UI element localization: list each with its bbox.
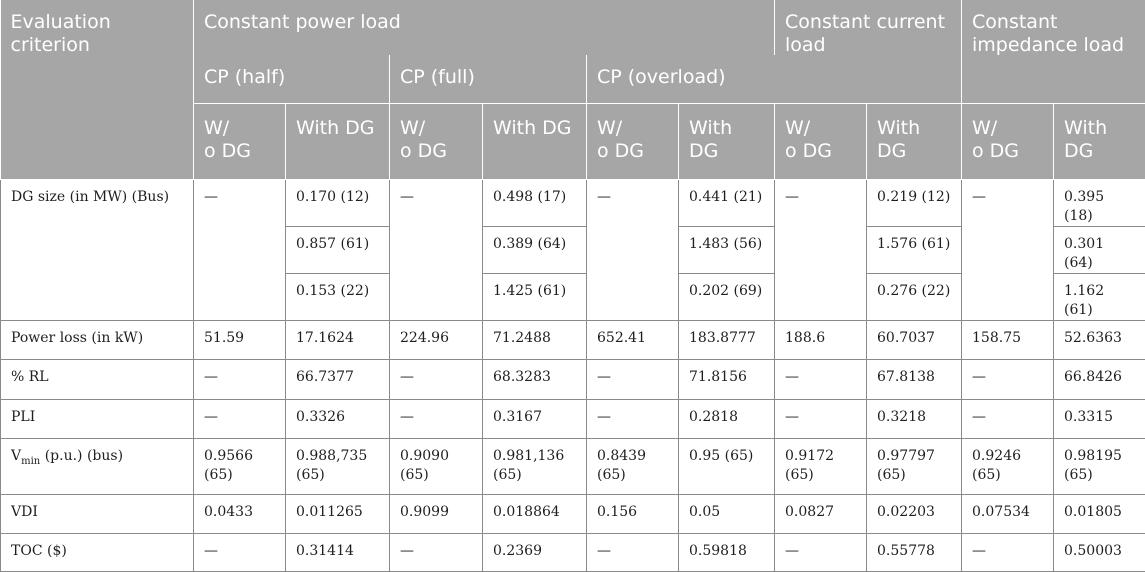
table-cell: 0.9246 (65) [962, 439, 1054, 495]
table-cell: — [962, 400, 1054, 439]
table-cell: 0.389 (64) [483, 227, 587, 274]
table-cell: 0.276 (22) [867, 274, 962, 321]
table-row [1, 400, 1145, 439]
table-cell: — [194, 360, 286, 400]
table-cell: 0.31414 [286, 534, 390, 572]
table-cell: 158.75 [962, 321, 1054, 360]
table-cell: 67.8138 [867, 360, 962, 400]
header-wo-dg: W/ o DG [587, 104, 679, 180]
table-cell: 1.483 (56) [679, 227, 775, 274]
header-constant-power-load: Constant power load [194, 0, 775, 55]
header-with-dg: With DG [286, 104, 390, 180]
header-evaluation-criterion: Evaluation criterion [1, 0, 194, 180]
table-cell: — [775, 180, 867, 321]
row-label-rl: % RL [1, 360, 194, 400]
table-cell: 0.018864 [483, 495, 587, 534]
table-cell: 0.3326 [286, 400, 390, 439]
header-wo-dg: W/ o DG [962, 104, 1054, 180]
table-cell: 0.301 (64) [1054, 227, 1145, 274]
table-cell: 0.9090 (65) [390, 439, 483, 495]
table-cell: 52.6363 [1054, 321, 1145, 360]
header-cp-half: CP (half) [194, 55, 390, 104]
table-cell: 0.0827 [775, 495, 867, 534]
table-cell: 0.98195 (65) [1054, 439, 1145, 495]
table-cell: 0.9099 [390, 495, 483, 534]
header-constant-impedance-load: Constant impedance load [962, 0, 1145, 104]
table-cell: — [194, 180, 286, 321]
table-cell: 17.1624 [286, 321, 390, 360]
row-label-dg-size: DG size (in MW) (Bus) [1, 180, 194, 321]
table-cell: — [775, 360, 867, 400]
table-cell: 1.162 (61) [1054, 274, 1145, 321]
table-row [1, 321, 1145, 360]
table-cell: — [587, 534, 679, 572]
table-cell: 0.95 (65) [679, 439, 775, 495]
table-cell: 0.170 (12) [286, 180, 390, 227]
table-cell: — [390, 534, 483, 572]
table-cell: 0.857 (61) [286, 227, 390, 274]
table-cell: 0.05 [679, 495, 775, 534]
header-with-dg: With DG [483, 104, 587, 180]
table-cell: 68.3283 [483, 360, 587, 400]
table-cell: 183.8777 [679, 321, 775, 360]
table-cell: — [194, 400, 286, 439]
table-cell: — [390, 400, 483, 439]
vmin-symbol: V [11, 448, 21, 464]
table-row [1, 360, 1145, 400]
table-row [1, 439, 1145, 495]
row-label-vdi: VDI [1, 495, 194, 534]
table-cell: 0.498 (17) [483, 180, 587, 227]
table-cell: 0.011265 [286, 495, 390, 534]
table-cell: 51.59 [194, 321, 286, 360]
table-cell: 0.8439 (65) [587, 439, 679, 495]
vmin-subscript: min [21, 456, 40, 467]
table-cell: 0.97797 (65) [867, 439, 962, 495]
header-with-dg: With DG [1054, 104, 1145, 180]
table-cell: 0.395 (18) [1054, 180, 1145, 227]
header-constant-current-load: Constant current load [775, 0, 962, 104]
header-wo-dg: W/ o DG [194, 104, 286, 180]
table-cell: 66.7377 [286, 360, 390, 400]
table-cell: 0.202 (69) [679, 274, 775, 321]
table-cell: 71.2488 [483, 321, 587, 360]
table-cell: 0.9172 (65) [775, 439, 867, 495]
table-cell: 0.50003 [1054, 534, 1145, 572]
table-cell: — [587, 180, 679, 321]
table-row [1, 534, 1145, 572]
vmin-unit: (p.u.) (bus) [40, 448, 123, 464]
table-row [1, 495, 1145, 534]
table-cell: 0.219 (12) [867, 180, 962, 227]
table-cell: 0.01805 [1054, 495, 1145, 534]
table-cell: — [587, 400, 679, 439]
table-cell: 0.02203 [867, 495, 962, 534]
table-cell: 0.9566 (65) [194, 439, 286, 495]
table-cell: 0.156 [587, 495, 679, 534]
table-cell: 224.96 [390, 321, 483, 360]
table-row [1, 180, 1145, 227]
table-cell: 0.3218 [867, 400, 962, 439]
table-cell: — [390, 360, 483, 400]
table-cell: 0.59818 [679, 534, 775, 572]
row-label-vmin [1, 439, 194, 495]
header-cp-overload: CP (overload) [587, 55, 775, 104]
table-cell: 0.441 (21) [679, 180, 775, 227]
table-cell: 0.153 (22) [286, 274, 390, 321]
table-cell: 1.425 (61) [483, 274, 587, 321]
table-cell: 188.6 [775, 321, 867, 360]
table-cell: 0.2369 [483, 534, 587, 572]
table-cell: 60.7037 [867, 321, 962, 360]
header-wo-dg: W/ o DG [775, 104, 867, 180]
table-cell: 0.3167 [483, 400, 587, 439]
table-cell: — [962, 180, 1054, 321]
header-wo-dg: W/ o DG [390, 104, 483, 180]
table-cell: 0.07534 [962, 495, 1054, 534]
table-cell: — [390, 180, 483, 321]
table-cell: 0.988,735 (65) [286, 439, 390, 495]
table-cell: — [775, 400, 867, 439]
row-label-pli: PLI [1, 400, 194, 439]
table-cell: — [962, 360, 1054, 400]
table-cell: 0.981,136 (65) [483, 439, 587, 495]
table-cell: 66.8426 [1054, 360, 1145, 400]
row-label-power-loss: Power loss (in kW) [1, 321, 194, 360]
table-cell: 0.55778 [867, 534, 962, 572]
table-cell: 71.8156 [679, 360, 775, 400]
table-cell: 652.41 [587, 321, 679, 360]
table-cell: — [775, 534, 867, 572]
table-cell: 0.3315 [1054, 400, 1145, 439]
table-cell: — [587, 360, 679, 400]
table-cell: — [194, 534, 286, 572]
table-cell: 0.2818 [679, 400, 775, 439]
header-with-dg: With DG [679, 104, 775, 180]
table-cell: 1.576 (61) [867, 227, 962, 274]
header-cp-full: CP (full) [390, 55, 587, 104]
row-label-toc: TOC ($) [1, 534, 194, 572]
table-cell: — [962, 534, 1054, 572]
header-with-dg: With DG [867, 104, 962, 180]
table-cell: 0.0433 [194, 495, 286, 534]
